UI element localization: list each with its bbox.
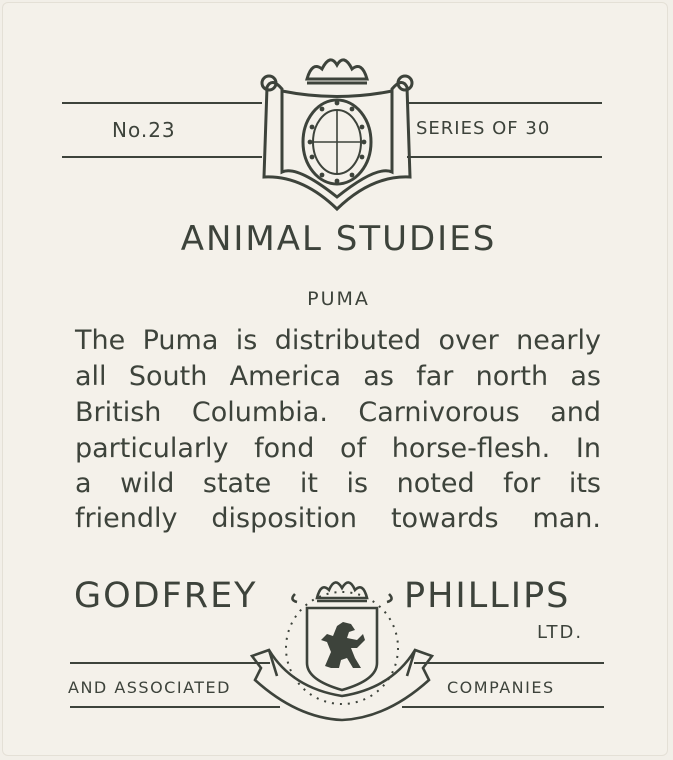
description-line: all South America as far north as <box>75 361 601 392</box>
footer-top-rule-right <box>414 662 604 664</box>
companies-label: COMPANIES <box>447 678 555 697</box>
crest-emblem <box>252 47 422 212</box>
footer-bottom-rule-right <box>402 706 604 708</box>
card-number: No.23 <box>112 118 176 142</box>
header-bottom-rule-right <box>407 156 602 158</box>
series-title: ANIMAL STUDIES <box>180 219 497 259</box>
series-label: SERIES OF 30 <box>416 118 551 139</box>
company-ltd: LTD. <box>537 622 584 643</box>
description-line: a wild state it is noted for its <box>75 468 601 499</box>
header-top-rule-right <box>407 102 602 104</box>
description-line: friendly disposition towards man. <box>75 503 601 534</box>
footer-bottom-rule-left <box>70 706 280 708</box>
associated-label: AND ASSOCIATED <box>68 678 231 697</box>
header-top-rule-left <box>62 102 262 104</box>
company-name-left: GODFREY <box>74 576 258 616</box>
company-name-right: PHILLIPS <box>404 576 571 616</box>
lion-emblem <box>247 568 437 728</box>
animal-name: PUMA <box>307 288 370 310</box>
description-line: The Puma is distributed over nearly <box>75 325 601 356</box>
footer-top-rule-left <box>70 662 270 664</box>
description-line: British Columbia. Carnivorous and <box>75 397 601 428</box>
header-bottom-rule-left <box>62 156 262 158</box>
cigarette-card-back <box>2 2 668 756</box>
description-line: particularly fond of horse-flesh. In <box>75 433 601 464</box>
